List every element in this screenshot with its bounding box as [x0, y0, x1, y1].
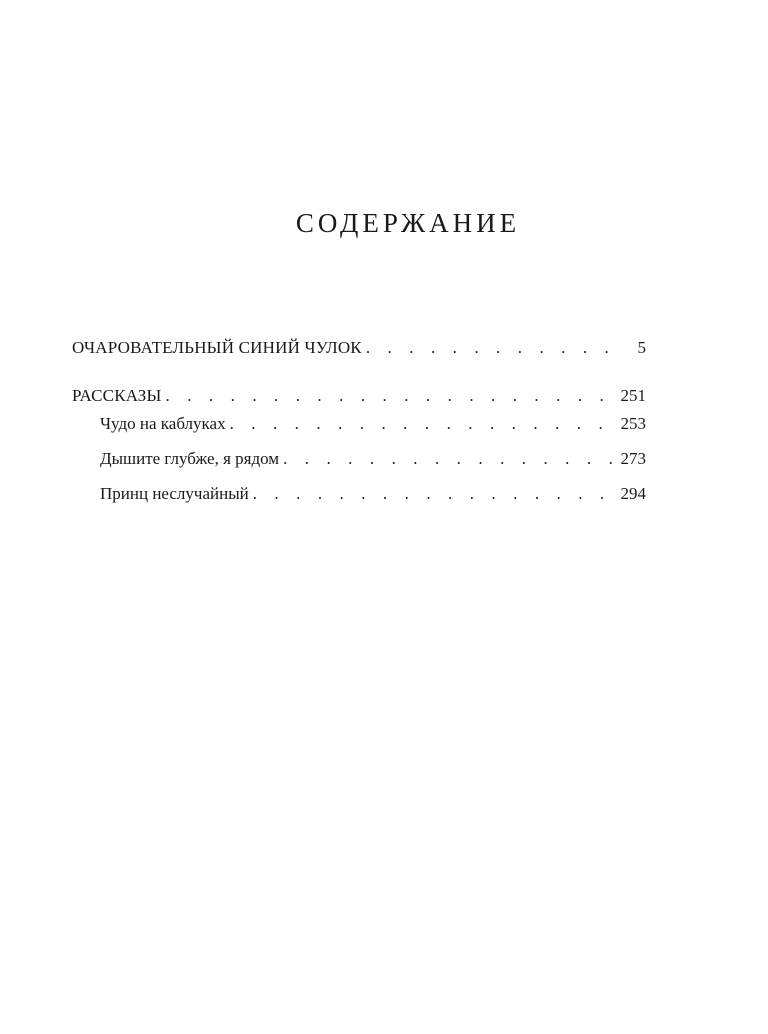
dot-leader — [230, 412, 614, 436]
dot-leader — [166, 384, 614, 408]
toc-entry-title: Дышите глубже, я рядом — [100, 449, 280, 468]
toc-entry-title: РАССКАЗЫ — [72, 386, 162, 405]
dot-leader — [283, 447, 614, 471]
toc-entry-page: 294 — [620, 484, 646, 503]
toc-entry-stories[interactable] — [72, 384, 646, 412]
toc-entry-page: 5 — [637, 338, 646, 357]
toc-entry-title: Принц неслучайный — [100, 484, 249, 503]
toc-entry-page: 253 — [620, 414, 646, 433]
table-of-contents — [72, 336, 646, 517]
dot-leader — [253, 482, 614, 506]
toc-heading: СОДЕРЖАНИЕ — [295, 208, 521, 238]
toc-entry-page: 251 — [620, 386, 646, 405]
toc-entry-page: 273 — [620, 449, 646, 468]
dot-leader — [366, 336, 614, 360]
toc-entry-title: Чудо на каблуках — [100, 414, 226, 433]
toc-entry-title: ОЧАРОВАТЕЛЬНЫЙ СИНИЙ ЧУЛОК — [72, 338, 362, 357]
toc-entry-story[interactable] — [72, 482, 646, 517]
toc-entry-novel[interactable] — [72, 336, 646, 364]
toc-entry-story[interactable] — [72, 447, 646, 482]
toc-entry-story[interactable] — [72, 412, 646, 447]
